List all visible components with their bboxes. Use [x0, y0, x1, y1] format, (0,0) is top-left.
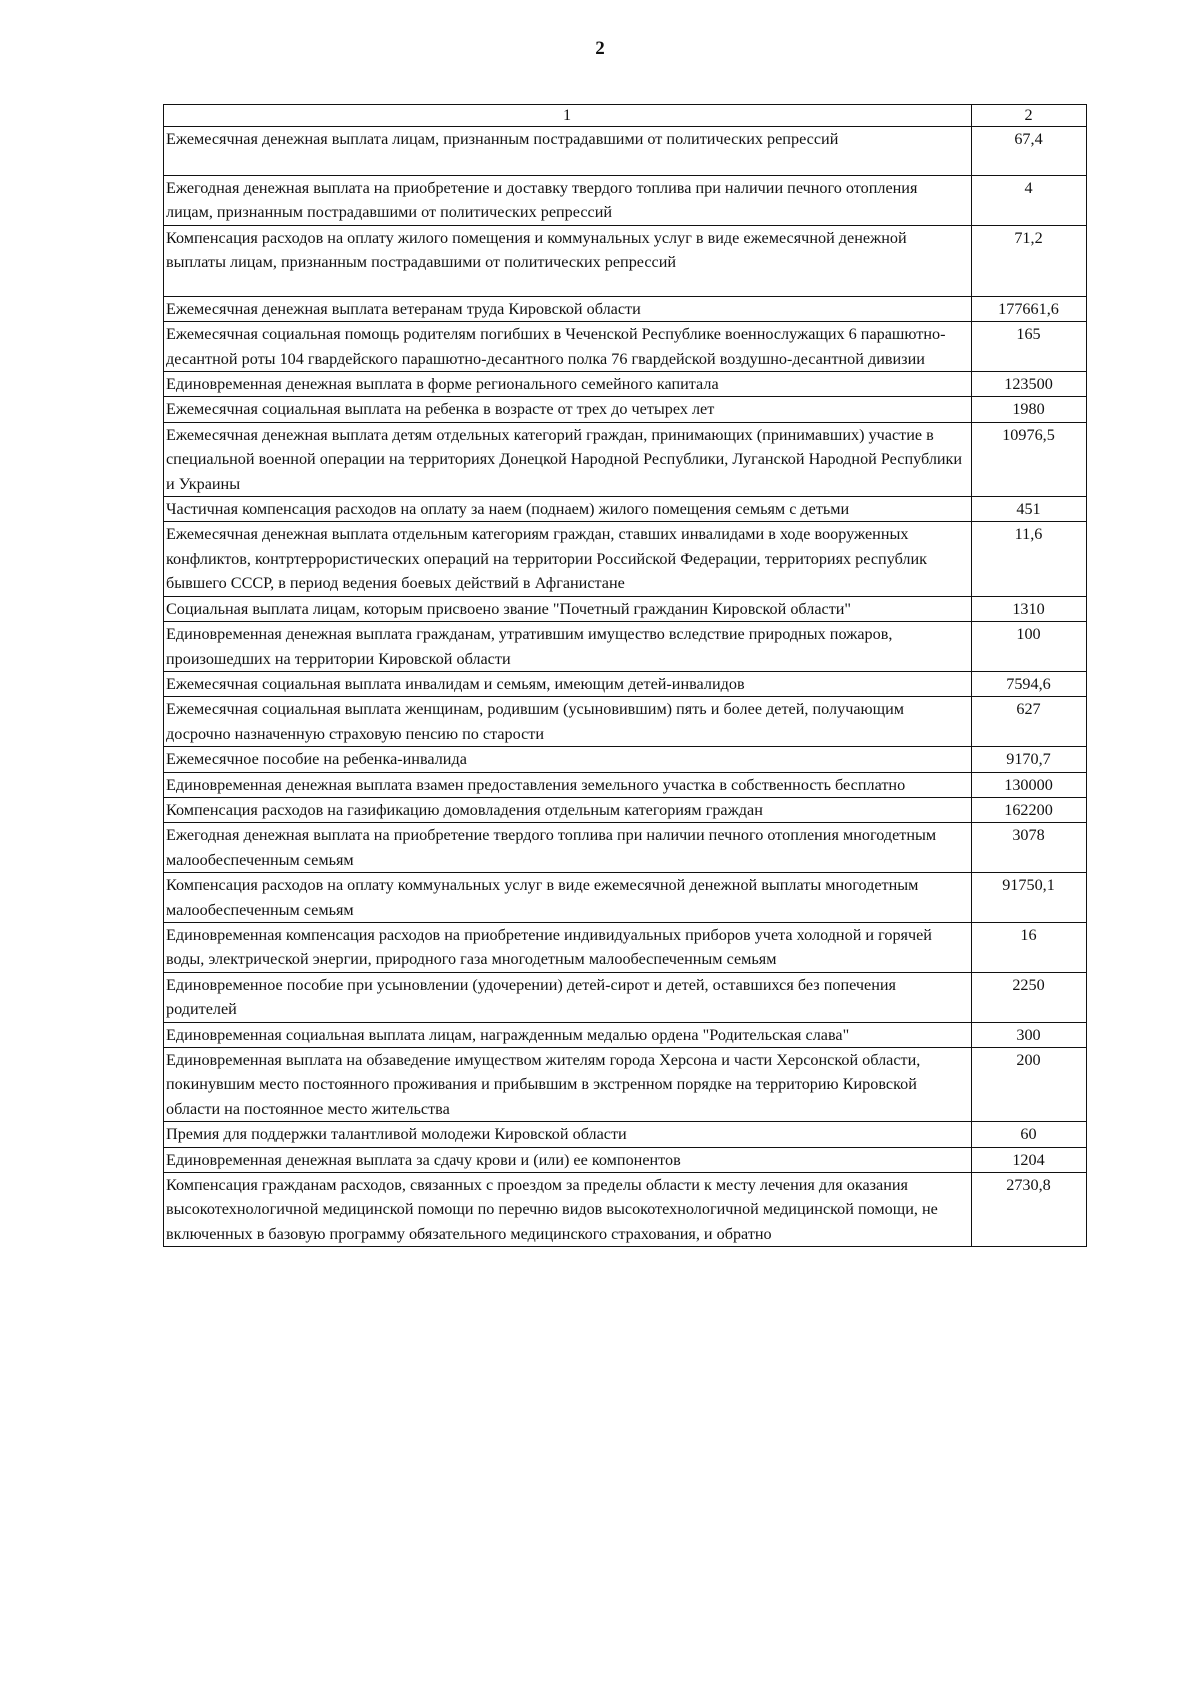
table-row [164, 823, 1087, 873]
table-row [164, 127, 1087, 176]
row-label: Ежегодная денежная выплата на приобретение твердого топлива при наличии печного отопления многодетным малообеспеченным семьям [164, 823, 972, 873]
row-value: 71,2 [972, 225, 1087, 296]
row-label: Единовременная выплата на обзаведение имуществом жителям города Херсона и части Херсонской области, покинувшим место постоянного проживания и прибывшим в экстренном порядке на территорию Кировской области на постоянное место жительства [164, 1048, 972, 1122]
table-row [164, 873, 1087, 923]
row-value: 165 [972, 322, 1087, 372]
row-value: 3078 [972, 823, 1087, 873]
table-row [164, 772, 1087, 797]
row-label: Единовременная денежная выплата гражданам, утратившим имущество вследствие природных пожаров, произошедших на территории Кировской области [164, 622, 972, 672]
row-value: 91750,1 [972, 873, 1087, 923]
row-value: 9170,7 [972, 747, 1087, 772]
row-label: Ежемесячная денежная выплата детям отдельных категорий граждан, принимающих (принимавших) участие в специальной военной операции на территориях Донецкой Народной Республики, Луганской Народной Республики и Украины [164, 422, 972, 496]
row-value: 300 [972, 1022, 1087, 1047]
table-row [164, 622, 1087, 672]
row-label: Ежемесячная денежная выплата ветеранам труда Кировской области [164, 296, 972, 321]
row-value: 451 [972, 497, 1087, 522]
column-header-amount: 2 [972, 105, 1087, 127]
row-label: Единовременная денежная выплата взамен предоставления земельного участка в собственность бесплатно [164, 772, 972, 797]
row-label: Социальная выплата лицам, которым присвоено звание "Почетный гражданин Кировской области" [164, 596, 972, 621]
table-row [164, 422, 1087, 496]
row-label: Ежемесячная денежная выплата отдельным категориям граждан, ставших инвалидами в ходе вооруженных конфликтов, контртеррористических операций на территории Российской Федерации, территориях республик бывшего СССР, в период ведения боевых действий в Афганистане [164, 522, 972, 596]
table-row [164, 1022, 1087, 1047]
table-row [164, 697, 1087, 747]
table-row [164, 747, 1087, 772]
row-value: 130000 [972, 772, 1087, 797]
table-row [164, 296, 1087, 321]
table-row [164, 972, 1087, 1022]
table-row [164, 671, 1087, 696]
row-value: 10976,5 [972, 422, 1087, 496]
row-label: Компенсация расходов на оплату коммунальных услуг в виде ежемесячной денежной выплаты многодетным малообеспеченным семьям [164, 873, 972, 923]
row-value: 1310 [972, 596, 1087, 621]
table-row [164, 397, 1087, 422]
row-label: Ежемесячная социальная выплата на ребенка в возрасте от трех до четырех лет [164, 397, 972, 422]
row-label: Частичная компенсация расходов на оплату за наем (поднаем) жилого помещения семьям с детьми [164, 497, 972, 522]
row-value: 123500 [972, 372, 1087, 397]
row-value: 200 [972, 1048, 1087, 1122]
row-value: 7594,6 [972, 671, 1087, 696]
table-row [164, 372, 1087, 397]
row-value: 67,4 [972, 127, 1087, 176]
row-value: 1204 [972, 1147, 1087, 1172]
row-value: 60 [972, 1122, 1087, 1147]
row-value: 11,6 [972, 522, 1087, 596]
row-label: Ежемесячная социальная выплата инвалидам и семьям, имеющим детей-инвалидов [164, 671, 972, 696]
row-value: 627 [972, 697, 1087, 747]
payments-table [163, 104, 1087, 1247]
table-row [164, 322, 1087, 372]
row-value: 16 [972, 922, 1087, 972]
table-row [164, 922, 1087, 972]
table-header-row [164, 105, 1087, 127]
row-label: Премия для поддержки талантливой молодежи Кировской области [164, 1122, 972, 1147]
row-label: Компенсация гражданам расходов, связанных с проездом за пределы области к месту лечения для оказания высокотехнологичной медицинской помощи по перечню видов высокотехнологичной медицинской помощи, не включенных в базовую программу обязательного медицинского страхования, и обратно [164, 1173, 972, 1247]
row-value: 162200 [972, 797, 1087, 822]
row-label: Ежемесячная денежная выплата лицам, признанным пострадавшими от политических репрессий [164, 127, 972, 176]
table-row [164, 596, 1087, 621]
row-label: Ежемесячная социальная выплата женщинам, родившим (усыновившим) пять и более детей, получающим досрочно назначенную страховую пенсию по старости [164, 697, 972, 747]
row-value: 2250 [972, 972, 1087, 1022]
row-label: Ежегодная денежная выплата на приобретение и доставку твердого топлива при наличии печного отопления лицам, признанным пострадавшими от политических репрессий [164, 176, 972, 226]
table-row [164, 1173, 1087, 1247]
table-row [164, 497, 1087, 522]
row-label: Компенсация расходов на газификацию домовладения отдельным категориям граждан [164, 797, 972, 822]
row-label: Единовременная денежная выплата за сдачу крови и (или) ее компонентов [164, 1147, 972, 1172]
table-row [164, 1122, 1087, 1147]
row-value: 4 [972, 176, 1087, 226]
table-row [164, 1048, 1087, 1122]
table-row [164, 1147, 1087, 1172]
row-label: Компенсация расходов на оплату жилого помещения и коммунальных услуг в виде ежемесячной денежной выплаты лицам, признанным пострадавшими от политических репрессий [164, 225, 972, 296]
row-value: 1980 [972, 397, 1087, 422]
table-row [164, 797, 1087, 822]
table-row [164, 225, 1087, 296]
row-label: Единовременная социальная выплата лицам, награжденным медалью ордена "Родительская слава" [164, 1022, 972, 1047]
row-value: 100 [972, 622, 1087, 672]
row-label: Ежемесячная социальная помощь родителям погибших в Чеченской Республике военнослужащих 6 парашютно-десантной роты 104 гвардейского парашютно-десантного полка 76 гвардейской воздушно-десантной дивизии [164, 322, 972, 372]
table-row [164, 522, 1087, 596]
row-value: 177661,6 [972, 296, 1087, 321]
row-label: Единовременная компенсация расходов на приобретение индивидуальных приборов учета холодной и горячей воды, электрической энергии, природного газа многодетным малообеспеченным семьям [164, 922, 972, 972]
column-header-description: 1 [164, 105, 972, 127]
row-value: 2730,8 [972, 1173, 1087, 1247]
row-label: Ежемесячное пособие на ребенка-инвалида [164, 747, 972, 772]
row-label: Единовременная денежная выплата в форме регионального семейного капитала [164, 372, 972, 397]
table-row [164, 176, 1087, 226]
page-number: 2 [595, 38, 605, 59]
row-label: Единовременное пособие при усыновлении (удочерении) детей-сирот и детей, оставшихся без попечения родителей [164, 972, 972, 1022]
